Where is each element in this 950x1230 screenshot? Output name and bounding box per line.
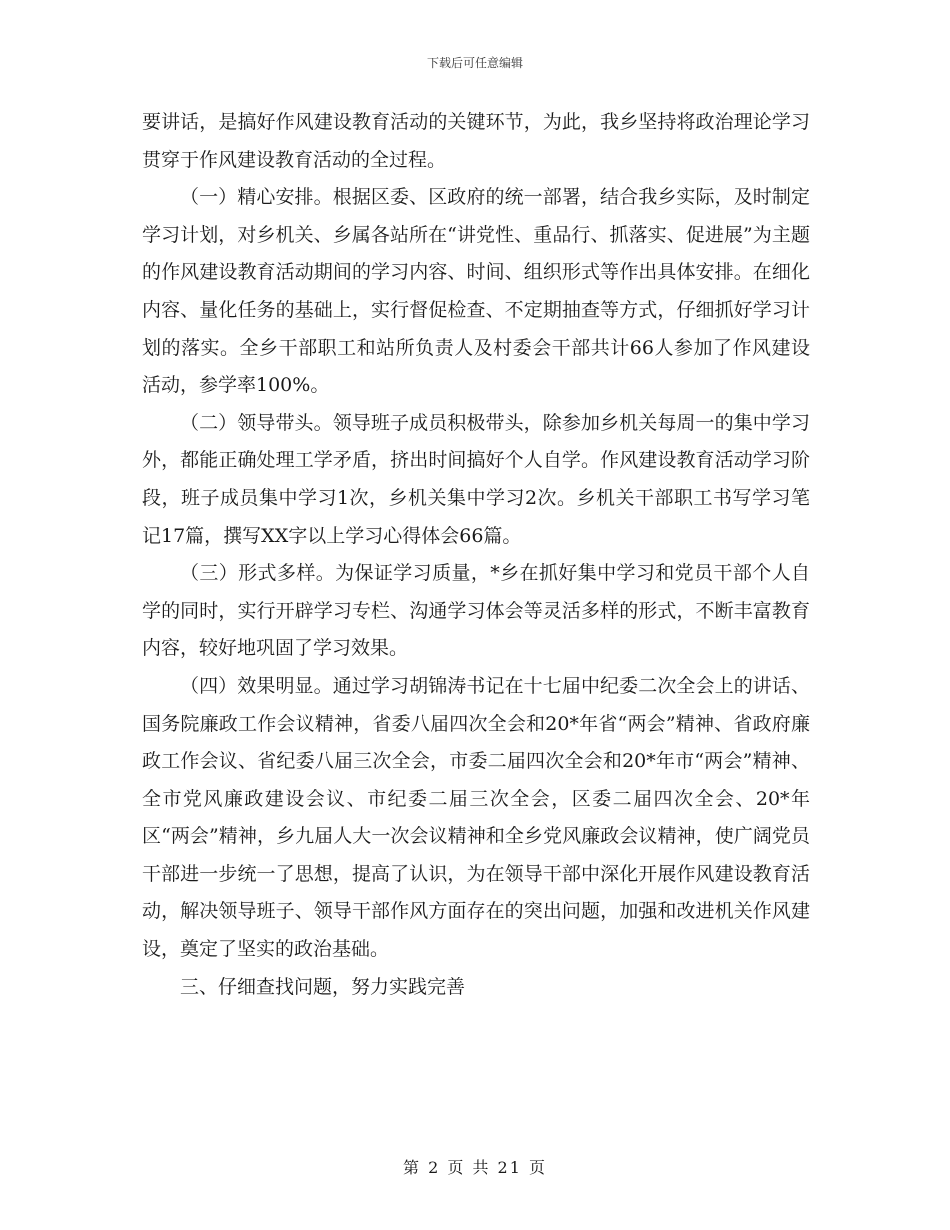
- page-header: 下载后可任意编辑: [426, 56, 523, 70]
- paragraph-obvious-effects: （四）效果明显。通过学习胡锦涛书记在十七届中纪委二次全会上的讲话、国务院廉政工作会议精神，省委八届四次全会和20*年省“两会”精神、省政府廉政工作会议、省纪委八届三次全会，市委二届四次全会和20*年市“两会”精神、全市党风廉政建设会议、市纪委二届三次全会，区委二届四次全会、20*年区“两会”精神，乡九届人大一次会议精神和全乡党风廉政会议精神，使广阔党员干部进一步统一了思想，提高了认识，为在领导干部中深化开展作风建设教育活动，解决领导班子、领导干部作风方面存在的突出问题，加强和改进机关作风建设，奠定了坚实的政治基础。: [142, 674, 810, 961]
- section-heading: 三、仔细查找问题，努力实践完善: [180, 975, 466, 998]
- document-body: [142, 104, 810, 1006]
- paragraph-leadership-example: （二）领导带头。领导班子成员积极带头，除参加乡机关每周一的集中学习外，都能正确处理工学矛盾，挤出时间搞好个人自学。作风建设教育活动学习阶段，班子成员集中学习1次，乡机关集中学习2次。乡机关干部职工书写学习笔记17篇，撰写XX字以上学习心得体会66篇。: [142, 411, 810, 547]
- paragraph-careful-arrangement: （一）精心安排。根据区委、区政府的统一部署，结合我乡实际，及时制定学习计划，对乡机关、乡属各站所在“讲党性、重品行、抓落实、促进展”为主题的作风建设教育活动期间的学习内容、时间、组织形式等作出具体安排。在细化内容、量化任务的基础上，实行督促检查、不定期抽查等方式，仔细抓好学习计划的落实。全乡干部职工和站所负责人及村委会干部共计66人参加了作风建设活动，参学率100%。: [142, 186, 810, 397]
- paragraph-diverse-forms: （三）形式多样。为保证学习质量，*乡在抓好集中学习和党员干部个人自学的同时，实行开辟学习专栏、沟通学习体会等灵活多样的形式，不断丰富教育内容，较好地巩固了学习效果。: [142, 562, 810, 660]
- page-footer: 第 2 页 共 21 页: [403, 1158, 547, 1177]
- paragraph-continuation: 要讲话，是搞好作风建设教育活动的关键环节，为此，我乡坚持将政治理论学习贯穿于作风建设教育活动的全过程。: [142, 111, 810, 171]
